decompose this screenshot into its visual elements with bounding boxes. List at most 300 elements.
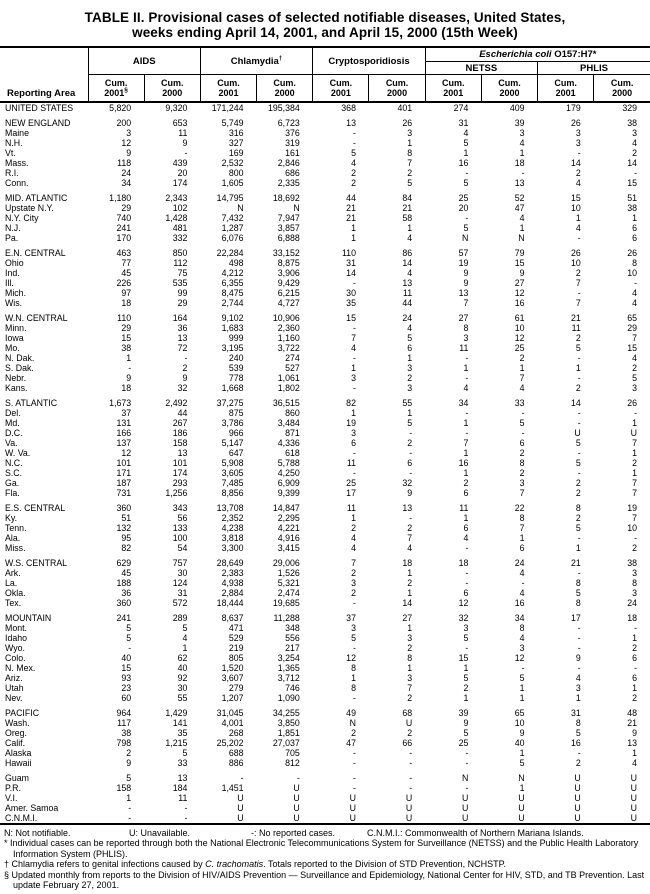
reporting-area-cell: Pa. [5, 233, 19, 243]
value-cell: 13 [177, 448, 188, 458]
value-cell: 1 [463, 363, 469, 373]
value-cell: 4,938 [221, 578, 244, 588]
value-cell: 8 [351, 663, 356, 673]
value-cell: 184 [172, 783, 188, 793]
value-cell: 8,856 [221, 488, 244, 498]
table-row [0, 278, 650, 288]
value-cell: 110 [117, 313, 132, 323]
value-cell: 2,352 [221, 513, 244, 523]
table-row [0, 523, 650, 533]
value-cell: U [237, 793, 244, 803]
value-cell: U [405, 813, 413, 823]
value-cell: 5 [463, 178, 469, 188]
value-cell: 7 [407, 683, 413, 693]
value-cell: 1,287 [221, 223, 244, 233]
value-cell: 38 [121, 728, 132, 738]
table-row [0, 313, 650, 323]
value-cell: - [353, 643, 356, 653]
value-cell: 705 [285, 748, 300, 758]
value-cell: 171 [116, 468, 132, 478]
table-row [0, 288, 650, 298]
value-cell: 49 [346, 708, 356, 718]
reporting-area-cell: Ariz. [5, 673, 23, 683]
value-cell: 24 [121, 168, 132, 178]
reporting-area-cell: Ala. [5, 533, 21, 543]
ecoli-group-header [425, 47, 650, 62]
value-cell: 4,250 [277, 468, 300, 478]
value-cell: 5 [407, 178, 413, 188]
value-cell: 5 [519, 673, 525, 683]
value-cell: 1 [407, 353, 413, 363]
reporting-area-cell: Ohio [5, 258, 24, 268]
value-cell: - [184, 803, 188, 813]
value-cell: 1,802 [277, 383, 300, 393]
value-cell: 966 [228, 428, 244, 438]
value-cell: 5 [463, 138, 469, 148]
value-cell: 82 [346, 398, 356, 408]
value-cell: 3,818 [221, 533, 244, 543]
value-cell: 1 [632, 448, 637, 458]
table-row [0, 118, 650, 128]
value-cell: 188 [116, 578, 132, 588]
value-cell: 7 [575, 298, 581, 308]
value-cell: 26 [570, 118, 581, 128]
legend-no-reported-cases: -: No reported cases. [251, 828, 336, 838]
reporting-area-cell: Maine [5, 128, 29, 138]
value-cell: 4 [575, 673, 581, 683]
value-cell: 2,846 [277, 158, 300, 168]
table-row [0, 663, 650, 673]
table-row [0, 783, 650, 793]
value-cell: 8 [632, 578, 637, 588]
value-cell: - [128, 363, 132, 373]
value-cell: - [577, 148, 581, 158]
value-cell: - [409, 748, 413, 758]
value-cell: 36 [121, 588, 132, 598]
reporting-area-cell: Del. [5, 408, 21, 418]
value-cell: 32 [458, 613, 469, 623]
value-cell: 2 [407, 168, 413, 178]
value-cell: 45 [121, 568, 132, 578]
value-cell: 2 [182, 363, 188, 373]
value-cell: 7,947 [277, 213, 300, 223]
value-cell: 22,284 [216, 248, 244, 258]
footnote-section-marker: § [4, 869, 10, 880]
value-cell: 289 [172, 613, 188, 623]
table-row [0, 748, 650, 758]
value-cell: 8,475 [221, 288, 244, 298]
value-cell: 4 [463, 128, 469, 138]
value-cell: 2 [575, 168, 581, 178]
value-cell: 161 [285, 148, 300, 158]
value-cell: 29 [121, 203, 132, 213]
value-cell: 1 [407, 138, 413, 148]
footnote-dagger-pre: Chlamydia refers to genital infections caused by [11, 859, 206, 870]
value-cell: U [630, 793, 637, 803]
table-row [0, 193, 650, 203]
value-cell: - [521, 578, 525, 588]
value-cell: 2 [351, 168, 356, 178]
value-cell: 84 [402, 193, 413, 203]
footnote-star-text: Individual cases can be reported through both the National Electronic Telecommunications System for Surveillance (NETSS) and the Public Health Laboratory Information System (PHLIS). [10, 838, 639, 859]
value-cell: 27 [402, 613, 413, 623]
value-cell: 1 [463, 148, 469, 158]
value-cell: - [521, 168, 525, 178]
reporting-area-cell: Miss. [5, 543, 26, 553]
table-row [0, 398, 650, 408]
value-cell: 5 [407, 333, 413, 343]
value-cell: 4,238 [221, 523, 244, 533]
value-cell: 32 [177, 383, 188, 393]
value-cell: 409 [509, 103, 525, 113]
table-row [0, 633, 650, 643]
ecoli-species-label: Escherichia coli [479, 49, 552, 60]
reporting-area-cell: Oreg. [5, 728, 28, 738]
value-cell: 2,884 [221, 588, 244, 598]
value-cell: 166 [116, 428, 132, 438]
value-cell: 77 [121, 258, 132, 268]
table-row [0, 333, 650, 343]
legend-line [4, 828, 648, 838]
value-cell: 12 [121, 138, 132, 148]
value-cell: 360 [116, 503, 132, 513]
value-cell: 731 [116, 488, 132, 498]
value-cell: 14 [570, 398, 581, 408]
value-cell: 16 [458, 458, 469, 468]
value-cell: 5 [575, 728, 581, 738]
value-cell: - [634, 278, 637, 288]
value-cell: 241 [116, 223, 132, 233]
value-cell: U [630, 813, 637, 823]
value-cell: 12 [514, 653, 525, 663]
value-cell: 2 [407, 728, 413, 738]
reporting-area-cell: Wis. [5, 298, 23, 308]
value-cell: 2 [407, 438, 413, 448]
value-cell: 31,045 [216, 708, 244, 718]
reporting-area-cell: W. Va. [5, 448, 31, 458]
value-cell: 3,850 [277, 718, 300, 728]
value-cell: 10 [514, 323, 525, 333]
reporting-area-cell: PACIFIC [5, 708, 40, 718]
table-row [0, 803, 650, 813]
reporting-area-cell: Kans. [5, 383, 28, 393]
value-cell: 2 [519, 448, 525, 458]
value-cell: 1 [519, 533, 525, 543]
value-cell: 860 [285, 408, 300, 418]
value-cell: 5 [463, 728, 469, 738]
value-cell: - [465, 168, 469, 178]
value-cell: 24 [402, 313, 413, 323]
value-cell: 1,605 [221, 178, 244, 188]
value-cell: 124 [172, 578, 188, 588]
value-cell: U [574, 428, 581, 438]
value-cell: 2 [407, 373, 413, 383]
value-cell: 29 [121, 323, 132, 333]
value-cell: 174 [172, 178, 188, 188]
value-cell: 20 [458, 203, 469, 213]
value-cell: 2 [351, 523, 356, 533]
value-cell: U [405, 793, 413, 803]
value-cell: 463 [116, 248, 132, 258]
value-cell: 4 [182, 633, 188, 643]
value-cell: 110 [341, 248, 356, 258]
table-row [0, 213, 650, 223]
value-cell: 2 [575, 488, 581, 498]
value-cell: 30 [177, 568, 188, 578]
value-cell: - [409, 448, 413, 458]
value-cell: 7 [351, 558, 356, 568]
value-cell: 21 [570, 558, 581, 568]
value-cell: 217 [285, 643, 300, 653]
value-cell: 112 [173, 258, 188, 268]
value-cell: 12 [121, 448, 132, 458]
value-cell: 5 [126, 623, 132, 633]
table-row [0, 203, 650, 213]
value-cell: 93 [121, 673, 132, 683]
value-cell: 740 [116, 213, 132, 223]
value-cell: 14,795 [216, 193, 244, 203]
value-cell: 3 [407, 673, 413, 683]
table-row [0, 738, 650, 748]
value-cell: 647 [228, 448, 244, 458]
value-cell: 31 [177, 588, 188, 598]
value-cell: 16 [514, 598, 525, 608]
table-row [0, 438, 650, 448]
table-row [0, 533, 650, 543]
value-cell: 4 [351, 158, 356, 168]
value-cell: 38 [627, 203, 637, 213]
value-cell: 267 [172, 418, 188, 428]
value-cell: 10 [627, 268, 637, 278]
value-cell: 18,444 [216, 598, 244, 608]
value-cell: 20 [177, 168, 188, 178]
value-cell: 1,673 [109, 398, 132, 408]
value-cell: 871 [285, 428, 300, 438]
value-cell: 14 [402, 598, 413, 608]
table-row [0, 708, 650, 718]
value-cell: 7 [519, 373, 525, 383]
reporting-area-cell: Vt. [5, 148, 16, 158]
value-cell: 481 [172, 223, 188, 233]
value-cell: 2,532 [221, 158, 244, 168]
value-cell: 164 [172, 313, 188, 323]
table-row [0, 458, 650, 468]
reporting-area-cell: Tenn. [5, 523, 27, 533]
value-cell: 31 [458, 118, 469, 128]
value-cell: - [577, 288, 581, 298]
value-cell: - [353, 468, 356, 478]
value-cell: 1,683 [221, 323, 244, 333]
value-cell: 800 [228, 168, 244, 178]
value-cell: 3,605 [221, 468, 244, 478]
value-cell: 688 [228, 748, 244, 758]
value-cell: 2 [575, 383, 581, 393]
value-cell: 2 [575, 268, 581, 278]
value-cell: 40 [177, 663, 188, 673]
value-cell: 2 [575, 758, 581, 768]
table-row [0, 138, 650, 148]
value-cell: 101 [172, 458, 188, 468]
value-cell: 4 [463, 383, 469, 393]
table-row [0, 363, 650, 373]
table-row [0, 268, 650, 278]
value-cell: 5 [575, 458, 581, 468]
value-cell: 1 [575, 543, 581, 553]
value-cell: 18 [402, 558, 413, 568]
reporting-area-cell: D.C. [5, 428, 23, 438]
value-cell: 27 [514, 278, 525, 288]
value-cell: 6,076 [221, 233, 244, 243]
value-cell: 2 [463, 683, 469, 693]
value-cell: 11 [403, 288, 413, 298]
value-cell: 25 [458, 193, 469, 203]
value-cell: 186 [172, 428, 188, 438]
table-row [0, 418, 650, 428]
value-cell: 7,432 [221, 213, 244, 223]
value-cell: - [634, 168, 637, 178]
value-cell: 3 [407, 383, 413, 393]
value-cell: 72 [177, 343, 188, 353]
reporting-area-cell: Colo. [5, 653, 26, 663]
value-cell: 9 [519, 728, 525, 738]
value-cell: N [349, 718, 356, 728]
value-cell: - [353, 323, 356, 333]
value-cell: 3,607 [221, 673, 244, 683]
value-cell: 279 [228, 683, 244, 693]
reporting-area-cell: UNITED STATES [5, 103, 74, 113]
value-cell: 4,336 [277, 438, 300, 448]
value-cell: 9 [575, 653, 581, 663]
reporting-area-cell: MOUNTAIN [5, 613, 52, 623]
value-cell: 5 [351, 148, 356, 158]
reporting-area-header: Reporting Area [0, 47, 88, 102]
value-cell: 101 [116, 458, 132, 468]
value-cell: 1 [632, 748, 637, 758]
reporting-area-cell: Conn. [5, 178, 29, 188]
value-cell: 3,786 [221, 418, 244, 428]
value-cell: 268 [228, 728, 244, 738]
value-cell: 2 [407, 523, 413, 533]
value-cell: 3,415 [277, 543, 300, 553]
reporting-area-cell: P.R. [5, 783, 21, 793]
value-cell: - [577, 533, 581, 543]
value-cell: 4 [519, 138, 525, 148]
value-cell: 2 [351, 178, 356, 188]
value-cell: 21 [346, 203, 356, 213]
reporting-area-cell: Tex. [5, 598, 22, 608]
value-cell: 14 [346, 268, 356, 278]
value-cell: 21 [402, 203, 413, 213]
value-cell: 6,215 [277, 288, 300, 298]
reporting-area-cell: N.Y. City [5, 213, 39, 223]
value-cell: 1,256 [165, 488, 188, 498]
value-cell: 1 [407, 588, 413, 598]
value-cell: 7 [632, 333, 637, 343]
reporting-area-cell: Wyo. [5, 643, 25, 653]
value-cell: 8 [463, 323, 469, 333]
value-cell: 241 [116, 613, 132, 623]
value-cell: N [462, 773, 469, 783]
value-cell: 7,485 [221, 478, 244, 488]
value-cell: - [521, 408, 525, 418]
reporting-area-cell: MID. ATLANTIC [5, 193, 68, 203]
value-cell: 40 [121, 653, 132, 663]
value-cell: 3 [407, 128, 413, 138]
chlamydia-label: Chlamydia [230, 55, 279, 67]
value-cell: 4 [407, 543, 413, 553]
value-cell: 5 [519, 758, 525, 768]
value-cell: 3 [575, 683, 581, 693]
value-cell: 158 [116, 783, 132, 793]
value-cell: 7 [519, 488, 525, 498]
value-cell: 10 [514, 718, 525, 728]
col-header-aids-2000: Cum. 2000 [144, 75, 200, 103]
value-cell: 18 [514, 158, 525, 168]
table-row [0, 623, 650, 633]
value-cell: 1 [351, 513, 356, 523]
value-cell: 6 [632, 673, 637, 683]
value-cell: 2 [407, 643, 413, 653]
value-cell: 65 [627, 313, 637, 323]
value-cell: 15 [627, 178, 637, 188]
table-row [0, 488, 650, 498]
value-cell: 25 [346, 478, 356, 488]
value-cell: 4 [519, 568, 525, 578]
value-cell: 8,875 [277, 258, 300, 268]
value-cell: 137 [116, 438, 132, 448]
value-cell: 3,857 [277, 223, 300, 233]
table-row [0, 543, 650, 553]
value-cell: 964 [116, 708, 132, 718]
legend-not-notifiable: N: Not notifiable. [4, 828, 71, 838]
value-cell: 4,001 [221, 718, 244, 728]
value-cell: 7 [519, 523, 525, 533]
col-header-crypto-2000: Cum. 2000 [369, 75, 425, 103]
footnote-dagger-species: C. trachomatis [205, 859, 264, 870]
table-row [0, 773, 650, 783]
value-cell: 40 [514, 738, 525, 748]
reporting-area-cell: Nev. [5, 693, 23, 703]
table-row [0, 693, 650, 703]
value-cell: 8 [575, 578, 581, 588]
value-cell: 68 [402, 708, 413, 718]
value-cell: 527 [285, 363, 300, 373]
value-cell: 6 [407, 343, 413, 353]
value-cell: 10 [570, 258, 581, 268]
value-cell: 4 [519, 383, 525, 393]
aids-2001-footnote-marker: § [124, 87, 128, 94]
value-cell: 99 [177, 288, 188, 298]
value-cell: 11 [459, 503, 469, 513]
value-cell: U [630, 428, 637, 438]
value-cell: 5,749 [221, 118, 244, 128]
value-cell: 44 [402, 298, 413, 308]
value-cell: U [293, 813, 300, 823]
value-cell: 18 [121, 298, 132, 308]
value-cell: 86 [402, 248, 413, 258]
value-cell: 5 [575, 343, 581, 353]
value-cell: 14 [402, 258, 413, 268]
reporting-area-cell: Ga. [5, 478, 20, 488]
value-cell: 97 [121, 288, 132, 298]
value-cell: 3 [575, 138, 581, 148]
value-cell: 1,668 [221, 383, 244, 393]
value-cell: 7 [575, 278, 581, 288]
value-cell: - [465, 353, 469, 363]
reporting-area-cell: N.H. [5, 138, 23, 148]
value-cell: 886 [228, 758, 244, 768]
value-cell: 1 [407, 663, 413, 673]
